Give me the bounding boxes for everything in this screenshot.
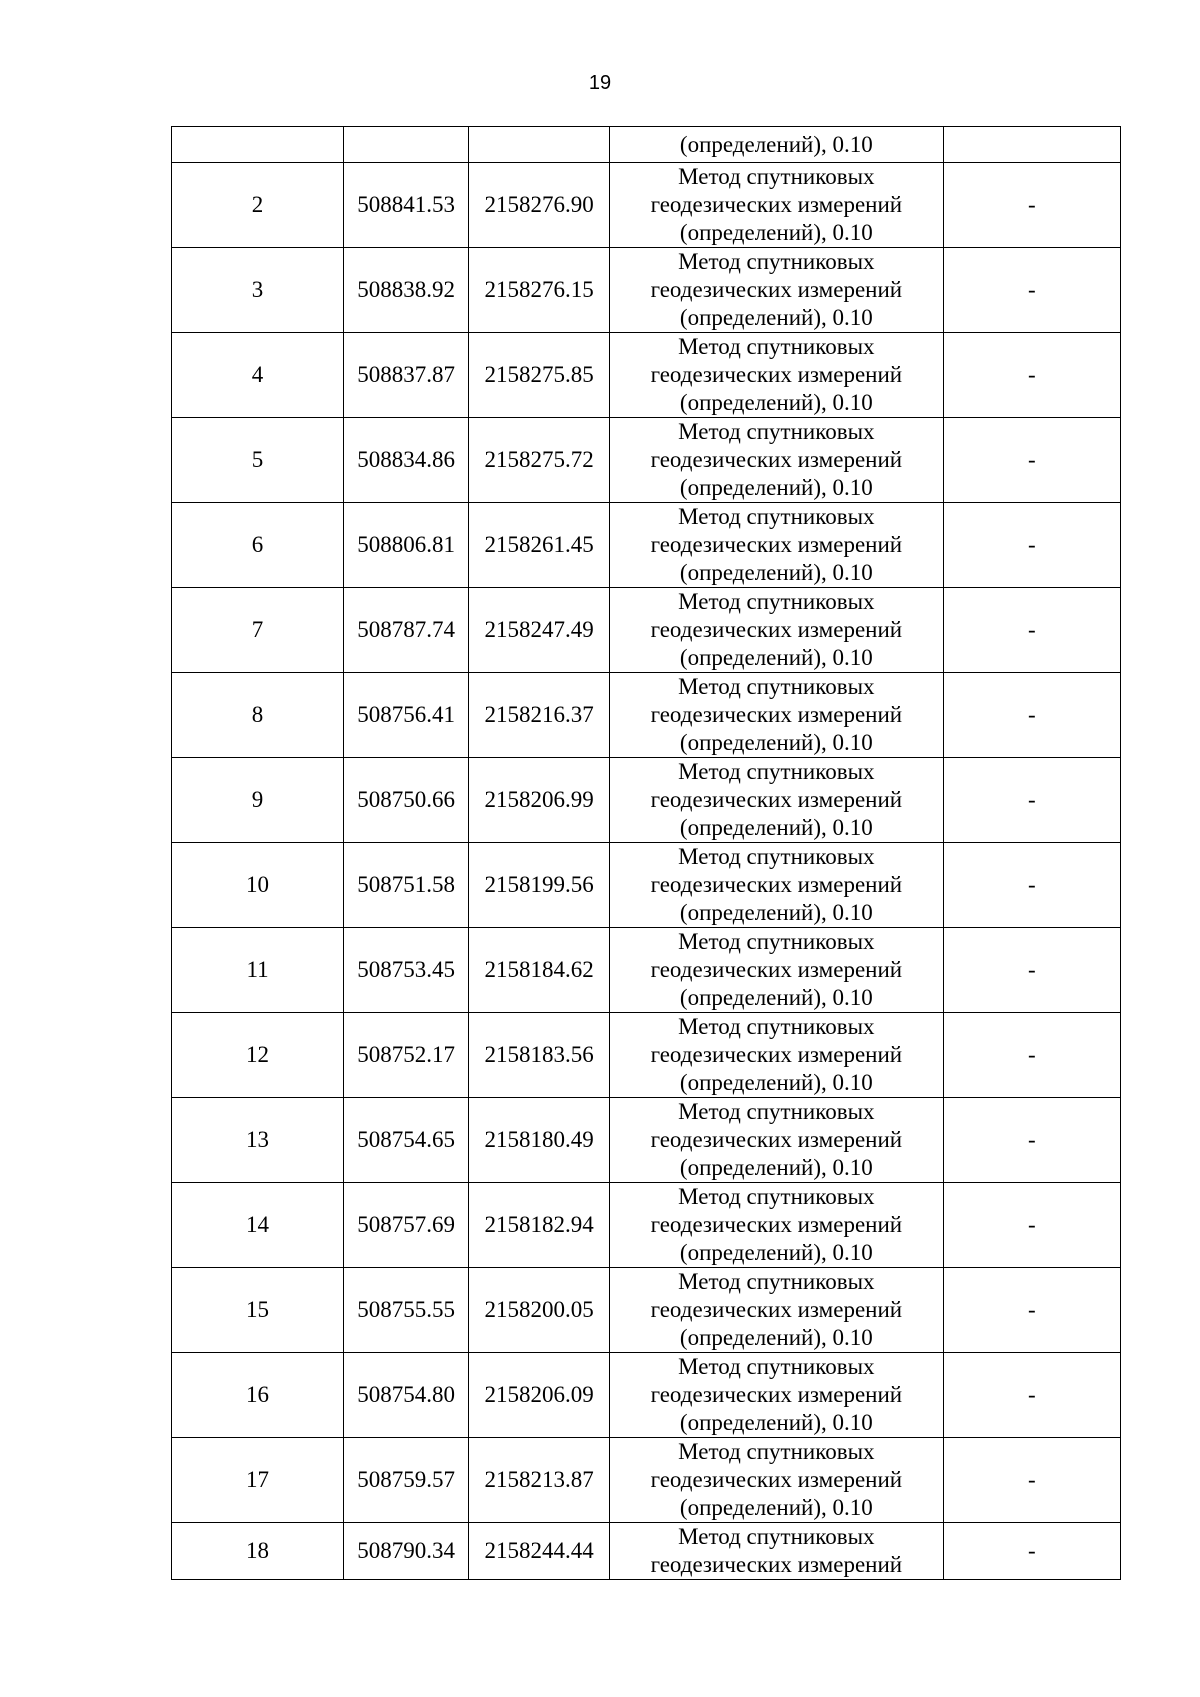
cell-x: 508755.55 bbox=[344, 1268, 469, 1353]
cell-method bbox=[609, 673, 943, 758]
cell-x: 508787.74 bbox=[344, 588, 469, 673]
method-line: Метод спутниковых bbox=[678, 1524, 875, 1549]
cell-y: 2158247.49 bbox=[469, 588, 610, 673]
table-row bbox=[172, 1523, 1121, 1580]
cell-x: 508841.53 bbox=[344, 163, 469, 248]
method-line: (определений), 0.10 bbox=[679, 1155, 873, 1180]
method-line: (определений), 0.10 bbox=[679, 645, 873, 670]
cell-x: 508750.66 bbox=[344, 758, 469, 843]
cell-y: 2158276.90 bbox=[469, 163, 610, 248]
cell-method bbox=[609, 843, 943, 928]
cell-note: - bbox=[943, 503, 1120, 588]
method-line: геодезических измерений bbox=[650, 447, 903, 472]
cell-note: - bbox=[943, 1353, 1120, 1438]
cell-y: 2158180.49 bbox=[469, 1098, 610, 1183]
cell-x: 508759.57 bbox=[344, 1438, 469, 1523]
cell-method bbox=[609, 1098, 943, 1183]
cell-note bbox=[943, 127, 1120, 163]
method-line: Метод спутниковых bbox=[678, 164, 875, 189]
cell-x: 508837.87 bbox=[344, 333, 469, 418]
cell-point-number: 5 bbox=[172, 418, 344, 503]
cell-point-number: 15 bbox=[172, 1268, 344, 1353]
cell-method bbox=[609, 1183, 943, 1268]
cell-x: 508757.69 bbox=[344, 1183, 469, 1268]
table-row bbox=[172, 248, 1121, 333]
cell-point-number: 7 bbox=[172, 588, 344, 673]
cell-point-number: 4 bbox=[172, 333, 344, 418]
method-line: Метод спутниковых bbox=[678, 844, 875, 869]
cell-note: - bbox=[943, 928, 1120, 1013]
method-line: (определений), 0.10 bbox=[679, 475, 873, 500]
table-row bbox=[172, 1438, 1121, 1523]
method-line: (определений), 0.10 bbox=[679, 560, 873, 585]
cell-method bbox=[609, 418, 943, 503]
method-line: Метод спутниковых bbox=[678, 589, 875, 614]
method-line: Метод спутниковых bbox=[678, 674, 875, 699]
method-line: геодезических измерений bbox=[650, 362, 903, 387]
cell-x: 508754.65 bbox=[344, 1098, 469, 1183]
table-row bbox=[172, 673, 1121, 758]
cell-point-number: 11 bbox=[172, 928, 344, 1013]
table-row bbox=[172, 1353, 1121, 1438]
method-line: Метод спутниковых bbox=[678, 1354, 875, 1379]
method-line: (определений), 0.10 bbox=[679, 1240, 873, 1265]
cell-note: - bbox=[943, 673, 1120, 758]
method-line: Метод спутниковых bbox=[678, 1014, 875, 1039]
cell-note: - bbox=[943, 1523, 1120, 1580]
method-line: геодезических измерений bbox=[650, 192, 903, 217]
cell-point-number: 10 bbox=[172, 843, 344, 928]
method-line: геодезических измерений bbox=[650, 1552, 903, 1577]
method-line: геодезических измерений bbox=[650, 1382, 903, 1407]
table-row bbox=[172, 1183, 1121, 1268]
cell-x: 508751.58 bbox=[344, 843, 469, 928]
cell-method bbox=[609, 1523, 943, 1580]
cell-y: 2158200.05 bbox=[469, 1268, 610, 1353]
method-line: геодезических измерений bbox=[650, 787, 903, 812]
method-line: (определений), 0.10 bbox=[679, 220, 873, 245]
cell-y: 2158216.37 bbox=[469, 673, 610, 758]
method-line: геодезических измерений bbox=[650, 957, 903, 982]
method-line: геодезических измерений bbox=[650, 1042, 903, 1067]
cell-point-number: 16 bbox=[172, 1353, 344, 1438]
cell-note: - bbox=[943, 1098, 1120, 1183]
method-line: геодезических измерений bbox=[650, 1297, 903, 1322]
cell-method bbox=[609, 333, 943, 418]
cell-point-number: 18 bbox=[172, 1523, 344, 1580]
method-line: Метод спутниковых bbox=[678, 1184, 875, 1209]
cell-point-number bbox=[172, 127, 344, 163]
cell-x bbox=[344, 127, 469, 163]
cell-point-number: 3 bbox=[172, 248, 344, 333]
method-line: (определений), 0.10 bbox=[679, 1410, 873, 1435]
method-line: геодезических измерений bbox=[650, 532, 903, 557]
cell-y: 2158184.62 bbox=[469, 928, 610, 1013]
cell-y: 2158261.45 bbox=[469, 503, 610, 588]
cell-point-number: 14 bbox=[172, 1183, 344, 1268]
table-row bbox=[172, 418, 1121, 503]
cell-y: 2158275.72 bbox=[469, 418, 610, 503]
cell-note: - bbox=[943, 758, 1120, 843]
table-row bbox=[172, 503, 1121, 588]
cell-method bbox=[609, 248, 943, 333]
method-line: (определений), 0.10 bbox=[679, 390, 873, 415]
method-line: (определений), 0.10 bbox=[679, 1070, 873, 1095]
cell-x: 508806.81 bbox=[344, 503, 469, 588]
table-row bbox=[172, 928, 1121, 1013]
cell-x: 508756.41 bbox=[344, 673, 469, 758]
method-line: Метод спутниковых bbox=[678, 504, 875, 529]
cell-method bbox=[609, 1438, 943, 1523]
cell-note: - bbox=[943, 843, 1120, 928]
cell-y bbox=[469, 127, 610, 163]
cell-note: - bbox=[943, 163, 1120, 248]
cell-x: 508790.34 bbox=[344, 1523, 469, 1580]
cell-note: - bbox=[943, 1438, 1120, 1523]
cell-y: 2158206.99 bbox=[469, 758, 610, 843]
table-row bbox=[172, 1268, 1121, 1353]
method-line: геодезических измерений bbox=[650, 277, 903, 302]
method-line: Метод спутниковых bbox=[678, 1269, 875, 1294]
cell-y: 2158244.44 bbox=[469, 1523, 610, 1580]
cell-x: 508754.80 bbox=[344, 1353, 469, 1438]
page-number: 19 bbox=[588, 72, 612, 94]
method-line: (определений), 0.10 bbox=[679, 305, 873, 330]
method-line: (определений), 0.10 bbox=[679, 985, 873, 1010]
coordinates-table-body bbox=[172, 127, 1121, 1580]
cell-y: 2158206.09 bbox=[469, 1353, 610, 1438]
table-row bbox=[172, 1098, 1121, 1183]
cell-method bbox=[609, 758, 943, 843]
coordinates-table bbox=[171, 126, 1121, 1580]
cell-method bbox=[609, 928, 943, 1013]
cell-x: 508834.86 bbox=[344, 418, 469, 503]
table-row bbox=[172, 843, 1121, 928]
cell-method bbox=[609, 163, 943, 248]
method-line: Метод спутниковых bbox=[678, 929, 875, 954]
method-line: (определений), 0.10 bbox=[679, 730, 873, 755]
method-line: (определений), 0.10 bbox=[679, 815, 873, 840]
cell-note: - bbox=[943, 333, 1120, 418]
cell-note: - bbox=[943, 418, 1120, 503]
table-row bbox=[172, 758, 1121, 843]
method-line: геодезических измерений bbox=[650, 617, 903, 642]
cell-point-number: 12 bbox=[172, 1013, 344, 1098]
cell-x: 508838.92 bbox=[344, 248, 469, 333]
method-line: Метод спутниковых bbox=[678, 334, 875, 359]
table-row bbox=[172, 333, 1121, 418]
method-line: Метод спутниковых bbox=[678, 759, 875, 784]
cell-note: - bbox=[943, 588, 1120, 673]
cell-y: 2158213.87 bbox=[469, 1438, 610, 1523]
cell-y: 2158183.56 bbox=[469, 1013, 610, 1098]
method-line: геодезических измерений bbox=[650, 702, 903, 727]
method-line: (определений), 0.10 bbox=[679, 900, 873, 925]
table-row-continuation bbox=[172, 127, 1121, 163]
cell-x: 508753.45 bbox=[344, 928, 469, 1013]
cell-x: 508752.17 bbox=[344, 1013, 469, 1098]
cell-note: - bbox=[943, 1183, 1120, 1268]
method-line: геодезических измерений bbox=[650, 872, 903, 897]
cell-point-number: 8 bbox=[172, 673, 344, 758]
cell-point-number: 6 bbox=[172, 503, 344, 588]
method-line: геодезических измерений bbox=[650, 1212, 903, 1237]
cell-y: 2158182.94 bbox=[469, 1183, 610, 1268]
method-line: геодезических измерений bbox=[650, 1127, 903, 1152]
cell-y: 2158199.56 bbox=[469, 843, 610, 928]
cell-point-number: 13 bbox=[172, 1098, 344, 1183]
cell-method bbox=[609, 503, 943, 588]
method-line: Метод спутниковых bbox=[678, 1439, 875, 1464]
cell-y: 2158276.15 bbox=[469, 248, 610, 333]
cell-method bbox=[609, 588, 943, 673]
cell-method bbox=[609, 1268, 943, 1353]
cell-note: - bbox=[943, 1013, 1120, 1098]
cell-note: - bbox=[943, 248, 1120, 333]
cell-method bbox=[609, 1013, 943, 1098]
method-line: (определений), 0.10 bbox=[679, 1495, 873, 1520]
cell-point-number: 2 bbox=[172, 163, 344, 248]
table-row bbox=[172, 1013, 1121, 1098]
cell-note: - bbox=[943, 1268, 1120, 1353]
cell-point-number: 9 bbox=[172, 758, 344, 843]
table-row bbox=[172, 163, 1121, 248]
method-line: геодезических измерений bbox=[650, 1467, 903, 1492]
method-line: (определений), 0.10 bbox=[679, 1325, 873, 1350]
cell-y: 2158275.85 bbox=[469, 333, 610, 418]
cell-method bbox=[609, 1353, 943, 1438]
cell-method: (определений), 0.10 bbox=[609, 127, 943, 163]
table-row bbox=[172, 588, 1121, 673]
method-line: Метод спутниковых bbox=[678, 419, 875, 444]
method-line: Метод спутниковых bbox=[678, 1099, 875, 1124]
cell-point-number: 17 bbox=[172, 1438, 344, 1523]
method-line: Метод спутниковых bbox=[678, 249, 875, 274]
